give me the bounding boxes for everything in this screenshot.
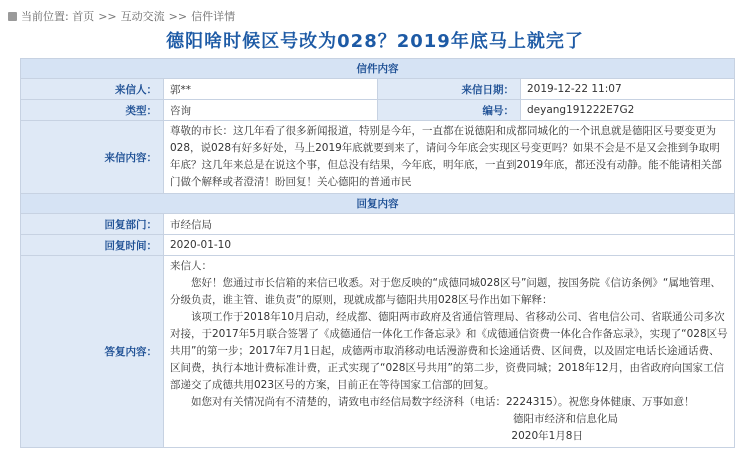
- breadcrumb: [0, 0, 750, 30]
- reply-signature: 德阳市经济和信息化局: [513, 413, 618, 425]
- breadcrumb-link-home[interactable]: 首页: [72, 10, 95, 23]
- type-value: 咨询: [164, 100, 378, 121]
- number-value: deyang191222E7G2: [521, 100, 735, 121]
- date-label: 来信日期：: [378, 79, 521, 100]
- reply-paragraph: 如您对有关情况尚有不清楚的，请致电市经信局数字经济科（电话：2224315）。祝您身体健康、万事如意！: [191, 396, 695, 408]
- reply-section-header: 回复内容: [21, 194, 735, 214]
- reply-sign-date: 2020年1月8日: [511, 430, 583, 442]
- reply-dept-label: 回复部门：: [21, 214, 164, 235]
- page-title: 德阳啥时候区号改为028？2019年底马上就完了: [166, 31, 584, 52]
- breadcrumb-separator: >>: [98, 10, 117, 23]
- reply-content-label: 答复内容：: [21, 256, 164, 448]
- reply-paragraph: 您好！您通过市长信箱的来信已收悉。对于您反映的“成德同城028区号”问题，按国务院《信访条例》“属地管理、分级负责，谁主管、谁负责”的原则，现就成都与德阳共用028区号作出如下解释：: [170, 277, 721, 306]
- reply-dept-value: 市经信局: [164, 214, 735, 235]
- home-icon: [8, 12, 17, 21]
- reply-greeting: 来信人：: [170, 260, 212, 272]
- letter-detail-table: [20, 58, 735, 448]
- breadcrumb-location-label: 当前位置:: [21, 10, 69, 23]
- reply-time-label: 回复时间：: [21, 235, 164, 256]
- content-label: 来信内容：: [21, 121, 164, 194]
- number-label: 编号：: [378, 100, 521, 121]
- letter-section-header: 信件内容: [21, 59, 735, 79]
- type-label: 类型：: [21, 100, 164, 121]
- letter-content: 尊敬的市长：这几年看了很多新闻报道，特别是今年，一直都在说德阳和成都同城化的一个讯息就是德阳区号要变更为028，说028有好多好处，马上2019年底就要到来了，请问今年底会实现区号变更吗？如果不会是不是又会推到争取明年底？这几年来总是在说这个事，但总没有结果，今年底，明年底，一直到2019年底，都还没有动静。能不能请相关部门做个解释或者澄清！盼回复！关心德阳的普通市民: [164, 121, 735, 194]
- sender-label: 来信人：: [21, 79, 164, 100]
- reply-content: [164, 256, 735, 448]
- breadcrumb-link-interaction[interactable]: 互动交流: [120, 10, 165, 23]
- reply-time-value: 2020-01-10: [164, 235, 735, 256]
- breadcrumb-current: 信件详情: [191, 10, 236, 23]
- reply-paragraph: 该项工作于2018年10月启动，经成都、德阳两市政府及省通信管理局、省移动公司、省电信公司、省联通公司多次对接，于2017年5月联合签署了《成德通信一体化工作备忘录》和《成德通信资费一体化合作备忘录》，实现了“028区号共用”的第一步；2017年7月1日起，成德两市取消移动电话漫游费和长途通话费、区间费，以及固定电话长途通话费、区间费，执行本地计费标准计费，正式实现了“028区号共用”的第二步，资费同城；2018年12月，由省政府向国家工信部递交了成德共用023区号的方案，目前正在等待国家工信部的回复。: [170, 311, 728, 391]
- sender-value: 郭**: [164, 79, 378, 100]
- date-value: 2019-12-22 11:07: [521, 79, 735, 100]
- breadcrumb-separator: >>: [168, 10, 188, 23]
